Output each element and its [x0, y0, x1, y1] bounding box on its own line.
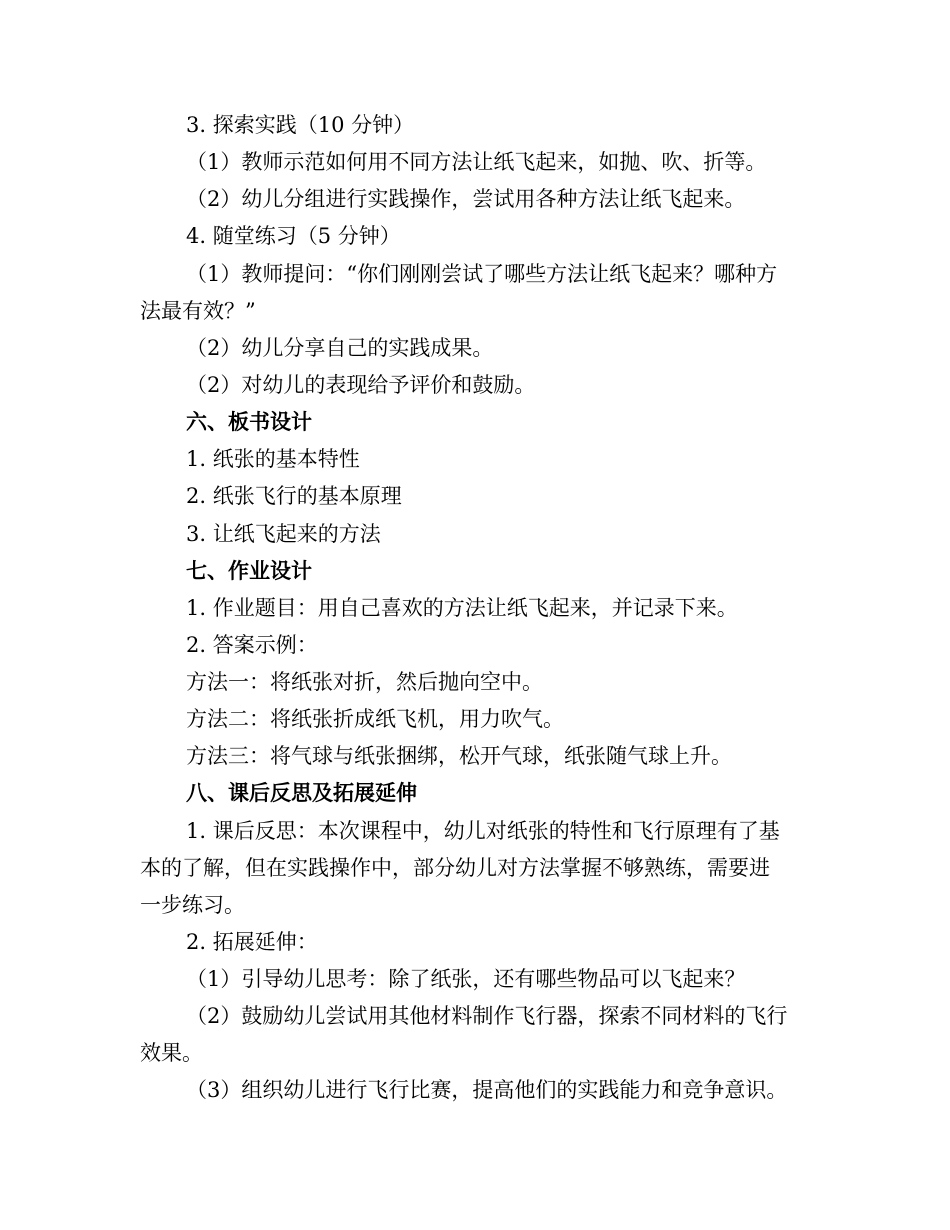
text-line: 3. 让纸飞起来的方法	[186, 522, 381, 546]
text-line: 一步练习。	[140, 893, 245, 917]
text-line: 1. 作业题目：用自己喜欢的方法让纸飞起来，并记录下来。	[186, 596, 738, 620]
text-line: 法最有效？”	[140, 299, 256, 323]
section-heading: 七、作业设计	[186, 559, 312, 583]
text-line: 2. 纸张飞行的基本原理	[186, 484, 402, 508]
text-line: （1）教师示范如何用不同方法让纸飞起来，如抛、吹、折等。	[186, 150, 767, 174]
text-line: 1. 课后反思：本次课程中，幼儿对纸张的特性和飞行原理有了基	[186, 819, 780, 843]
text-line: （1）引导幼儿思考：除了纸张，还有哪些物品可以飞起来？	[186, 967, 746, 991]
text-line: （3）组织幼儿进行飞行比赛，提高他们的实践能力和竞争意识。	[186, 1078, 788, 1102]
text-line: 效果。	[140, 1041, 203, 1065]
section-heading: 八、课后反思及拓展延伸	[186, 781, 417, 805]
text-line: （1）教师提问：“你们刚刚尝试了哪些方法让纸飞起来？哪种方	[186, 262, 778, 286]
text-line: 1. 纸张的基本特性	[186, 447, 360, 471]
text-line: 方法一：将纸张对折，然后抛向空中。	[186, 670, 543, 694]
text-line: 2. 答案示例：	[186, 633, 318, 657]
text-line: 4. 随堂练习（5 分钟）	[186, 224, 401, 248]
text-line: 本的了解，但在实践操作中，部分幼儿对方法掌握不够熟练，需要进	[140, 856, 770, 880]
text-line: （2）幼儿分组进行实践操作，尝试用各种方法让纸飞起来。	[186, 187, 746, 211]
text-line: （2）鼓励幼儿尝试用其他材料制作飞行器，探索不同材料的飞行	[186, 1004, 788, 1028]
text-line: （2）对幼儿的表现给予评价和鼓励。	[186, 373, 536, 397]
text-line: 3. 探索实践（10 分钟）	[186, 113, 415, 137]
section-heading: 六、板书设计	[186, 410, 312, 434]
text-line: （2）幼儿分享自己的实践成果。	[186, 336, 494, 360]
text-line: 2. 拓展延伸：	[186, 930, 318, 954]
text-line: 方法三：将气球与纸张捆绑，松开气球，纸张随气球上升。	[186, 744, 732, 768]
text-line: 方法二：将纸张折成纸飞机，用力吹气。	[186, 707, 564, 731]
